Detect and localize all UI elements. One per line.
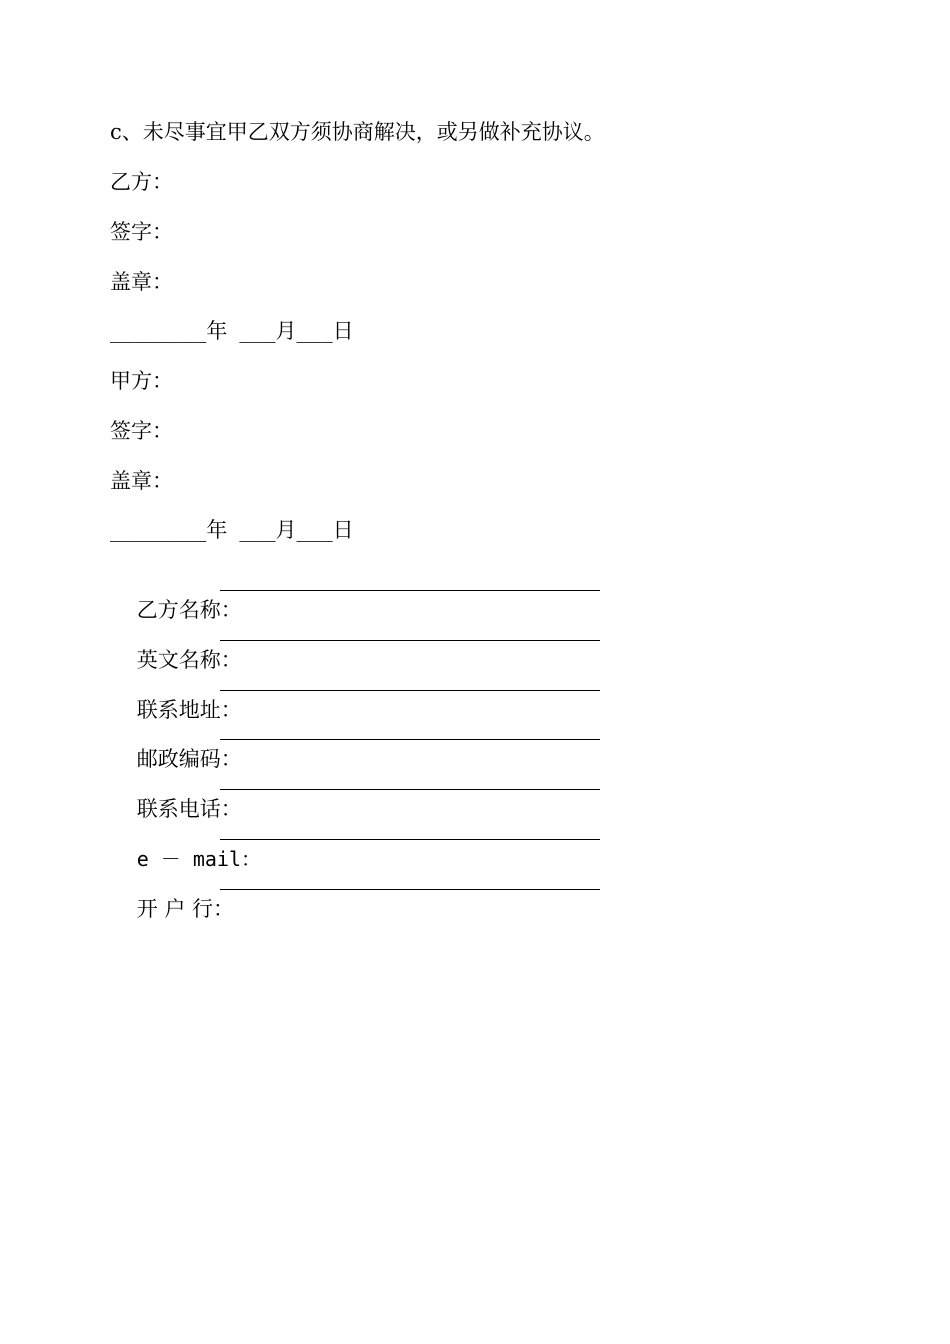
supplementary-clause: c、未尽事宜甲乙双方须协商解决，或另做补充协议。 [110,120,605,144]
party-b-name-blank [220,590,600,591]
field-label: 开 户 行： [136,897,235,921]
month-label: 月 [275,518,297,542]
field-label: 联系地址： [136,698,242,722]
day-label: 日 [332,319,354,343]
month-label: 月 [275,319,297,343]
month-blank: ___ [227,518,276,542]
party-b-seal-label: 盖章： [110,270,173,294]
address-blank [220,690,600,691]
day-blank: ___ [296,518,333,542]
party-a-label: 甲方： [110,369,173,393]
party-b-date [110,316,354,346]
field-label: 联系电话： [136,797,242,821]
party-b-sign-label: 签字： [110,220,173,244]
email-blank [220,839,600,840]
day-blank: ___ [296,319,333,343]
day-label: 日 [332,518,354,542]
field-label: 乙方名称： [136,598,242,622]
phone-blank [220,789,600,790]
bank-blank [220,889,600,890]
party-a-date [110,515,354,545]
party-a-sign-label: 签字： [110,419,173,443]
year-blank: ________ [110,518,207,542]
field-label: e － mail： [136,847,261,871]
field-label: 英文名称： [136,648,242,672]
postal-code-blank [220,739,600,740]
party-a-seal-label: 盖章： [110,469,173,493]
year-label: 年 [206,319,228,343]
field-label: 邮政编码： [136,747,242,771]
month-blank: ___ [227,319,276,343]
year-blank: ________ [110,319,207,343]
english-name-blank [220,640,600,641]
year-label: 年 [206,518,228,542]
party-b-label: 乙方： [110,170,173,194]
